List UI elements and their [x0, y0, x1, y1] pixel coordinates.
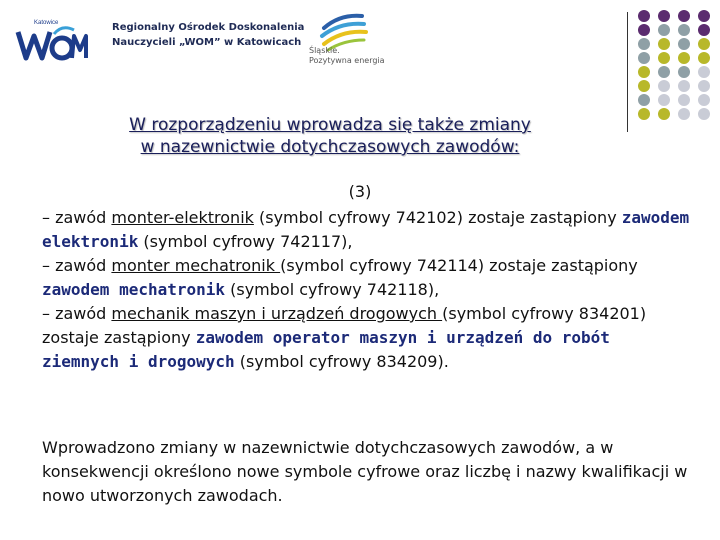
decorative-dot [698, 66, 710, 78]
decorative-dot [698, 38, 710, 50]
slide-title [60, 114, 600, 158]
decorative-dot [638, 24, 650, 36]
decorative-dot [698, 108, 710, 120]
wom-logo [14, 14, 88, 66]
new-profession: zawodem operator maszyn i urządzeń do robót ziemnych i drogowych [42, 328, 610, 371]
item-text: (symbol cyfrowy 742102) zostaje zastąpiony [253, 208, 622, 227]
item-text-end: (symbol cyfrowy 742117), [138, 232, 353, 251]
item-dash: – zawód [42, 256, 112, 275]
decorative-dot [638, 10, 650, 22]
list-item [42, 206, 692, 254]
item-number: (3) [348, 182, 372, 201]
decorative-divider [627, 12, 628, 132]
decorative-dot [678, 38, 690, 50]
decorative-dot [638, 108, 650, 120]
slaskie-slogan [309, 46, 385, 66]
decorative-dot [658, 80, 670, 92]
decorative-dot [638, 94, 650, 106]
old-profession: mechanik maszyn i urządzeń drogowych [111, 304, 443, 323]
decorative-dot [698, 80, 710, 92]
decorative-dot [638, 52, 650, 64]
list-item [42, 302, 692, 374]
item-dash: – zawód [42, 304, 112, 323]
decorative-dot [638, 38, 650, 50]
decorative-dot [658, 66, 670, 78]
decorative-dot [678, 52, 690, 64]
decorative-dot [698, 94, 710, 106]
decorative-dot [698, 10, 710, 22]
decorative-dot [658, 24, 670, 36]
new-profession: zawodem mechatronik [42, 280, 226, 299]
old-profession: monter-elektronik [111, 208, 254, 227]
decorative-dot [678, 80, 690, 92]
decorative-dot [658, 38, 670, 50]
decorative-dot [678, 94, 690, 106]
decorative-dot [678, 10, 690, 22]
decorative-dot-grid [632, 10, 720, 120]
list-item [42, 254, 692, 302]
decorative-dot [678, 66, 690, 78]
item-text: (symbol cyfrowy 834201) zostaje zastąpiony [42, 304, 647, 347]
decorative-dot [638, 80, 650, 92]
decorative-dot [698, 24, 710, 36]
item-text-end: (symbol cyfrowy 834209). [234, 352, 449, 371]
decorative-dot [658, 52, 670, 64]
decorative-dot [678, 108, 690, 120]
slaskie-line-1: Śląskie. [309, 46, 340, 55]
org-name-line-1: Regionalny Ośrodek Doskonalenia [112, 22, 305, 33]
decorative-dot [638, 66, 650, 78]
new-profession: zawodem elektronik [42, 208, 690, 251]
slaskie-line-2: Pozytywna energia [309, 56, 385, 65]
item-text-end: (symbol cyfrowy 742118), [225, 280, 440, 299]
decorative-dot [658, 108, 670, 120]
wom-logo-caption: Katowice [34, 20, 59, 26]
decorative-dot [698, 52, 710, 64]
profession-change-list [42, 206, 692, 374]
organization-name [112, 20, 304, 50]
decorative-dot [658, 10, 670, 22]
item-text: (symbol cyfrowy 742114) zostaje zastąpiony [280, 256, 638, 275]
decorative-dot [678, 24, 690, 36]
title-line-2: w nazewnictwie dotychczasowych zawodów: [140, 137, 520, 157]
closing-paragraph: Wprowadzono zmiany w nazewnictwie dotychczasowych zawodów, a w konsekwencji określono nowe symbole cyfrowe oraz liczbę i nazwy kwalifikacji w nowo utworzonych zawodach. [42, 438, 688, 505]
org-name-line-2: Nauczycieli „WOM” w Katowicach [112, 37, 302, 48]
decorative-dot [658, 94, 670, 106]
title-line-1: W rozporządzeniu wprowadza się także zmiany [129, 115, 531, 135]
item-dash: – zawód [42, 208, 112, 227]
old-profession: monter mechatronik [111, 256, 281, 275]
